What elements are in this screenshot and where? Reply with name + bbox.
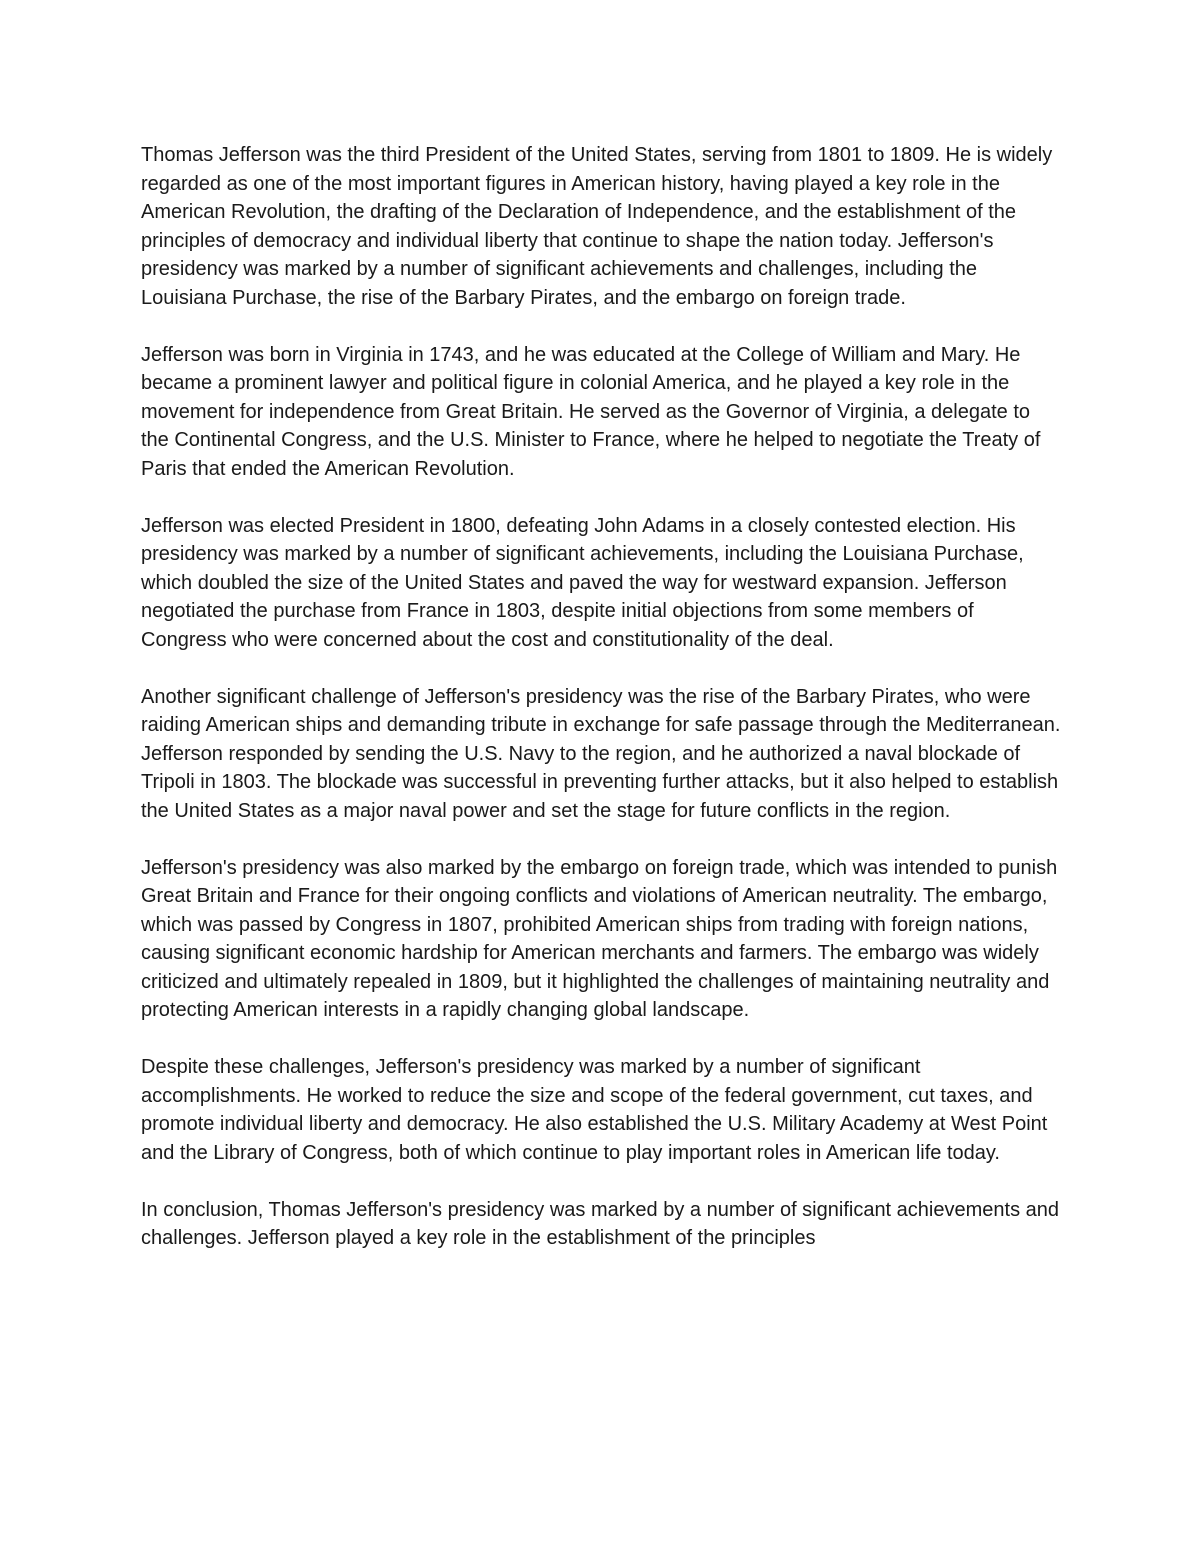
paragraph-early-life: Jefferson was born in Virginia in 1743, and he was educated at the College of William and Mary. He became a prominent lawyer and political figure in colonial America, and he played a key role in the movement for independence from Great Britain. He served as the Governor of Virginia, a delegate to the Continental Congress, and the U.S. Minister to France, where he helped to negotiate the Treaty of Paris that ended the American Revolution. [141, 343, 1041, 480]
paragraph-accomplishments: Despite these challenges, Jefferson's presidency was marked by a number of significant accomplishments. He worked to reduce the size and scope of the federal government, cut taxes, and promote individual liberty and democracy. He also established the U.S. Military Academy at West Point and the Library of Congress, both of which continue to play important roles in American life today. [141, 1056, 1048, 1164]
paragraph-barbary-pirates: Another significant challenge of Jefferson's presidency was the rise of the Barbary Pirates, who were raiding American ships and demanding tribute in exchange for safe passage through the Mediterranean. Jefferson responded by sending the U.S. Navy to the region, and he authorized a naval blockade of Tripoli in 1803. The blockade was successful in preventing further attacks, but it also helped to establish the United States as a major naval power and set the stage for future conflicts in the region. [141, 685, 1061, 822]
paragraph-intro: Thomas Jefferson was the third President of the United States, serving from 1801 to 1809. He is widely regarded as one of the most important figures in American history, having played a key role in the American Revolution, the drafting of the Declaration of Independence, and the establishment of the principles of democracy and individual liberty that continue to shape the nation today. Jefferson's presidency was marked by a number of significant achievements and challenges, including the Louisiana Purchase, the rise of the Barbary Pirates, and the embargo on foreign trade. [141, 144, 1053, 309]
paragraph-embargo: Jefferson's presidency was also marked by the embargo on foreign trade, which was intended to punish Great Britain and France for their ongoing conflicts and violations of American neutrality. The embargo, which was passed by Congress in 1807, prohibited American ships from trading with foreign nations, causing significant economic hardship for American merchants and farmers. The embargo was widely criticized and ultimately repealed in 1809, but it highlighted the challenges of maintaining neutrality and protecting American interests in a rapidly changing global landscape. [141, 856, 1058, 1021]
paragraph-conclusion: In conclusion, Thomas Jefferson's presidency was marked by a number of significant achievements and challenges. Jefferson played a key role in the establishment of the principles [141, 1198, 1059, 1249]
paragraph-election: Jefferson was elected President in 1800, defeating John Adams in a closely contested election. His presidency was marked by a number of significant achievements, including the Louisiana Purchase, which doubled the size of the United States and paved the way for westward expansion. Jefferson negotiated the purchase from France in 1803, despite initial objections from some members of Congress who were concerned about the cost and constitutionality of the deal. [141, 514, 1024, 651]
document-page [141, 141, 1063, 1281]
